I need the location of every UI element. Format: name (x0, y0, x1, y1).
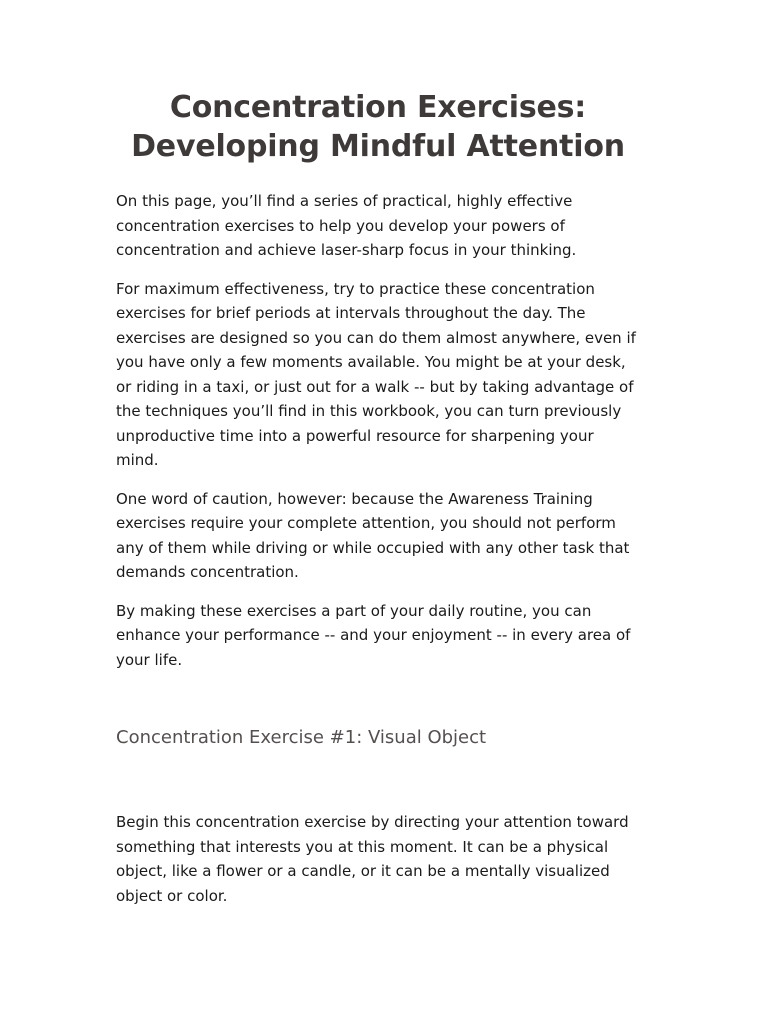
page-title (104, 88, 652, 166)
intro-section (116, 189, 640, 672)
intro-paragraph-1: On this page, you’ll find a series of practical, highly effective concentration exercises to help you develop your powers of concentration and achieve laser-sharp focus in your thinking. (116, 192, 577, 259)
page-title-line-1: Concentration Exercises: (169, 90, 587, 125)
intro-paragraph-4: By making these exercises a part of your daily routine, you can enhance your performance -- and your enjoyment -- in every area of your life. (116, 601, 631, 669)
section-paragraph: Begin this concentration exercise by directing your attention toward something that interests you at this moment. It can be a physical object, like a flower or a candle, or it can be a mentally visualized object or color. (116, 813, 629, 905)
section-body (116, 810, 640, 908)
intro-paragraph-2: For maximum effectiveness, try to practice these concentration exercises for brief periods at intervals throughout the day. The exercises are designed so you can do them almost anywhere, even if you have only a few moments available. You might be at your desk, or riding in a taxi, or just out for a walk -- but by taking advantage of the techniques you’ll find in this workbook, you can turn previously unproductive time into a powerful resource for sharpening your mind. (116, 279, 636, 469)
intro-paragraph-3: One word of caution, however: because the Awareness Training exercises require your complete attention, you should not perform any of them while driving or while occupied with any other task that demands concentration. (116, 489, 630, 581)
section-heading: Concentration Exercise #1: Visual Object (116, 727, 487, 748)
page-title-line-2: Developing Mindful Attention (131, 129, 625, 164)
